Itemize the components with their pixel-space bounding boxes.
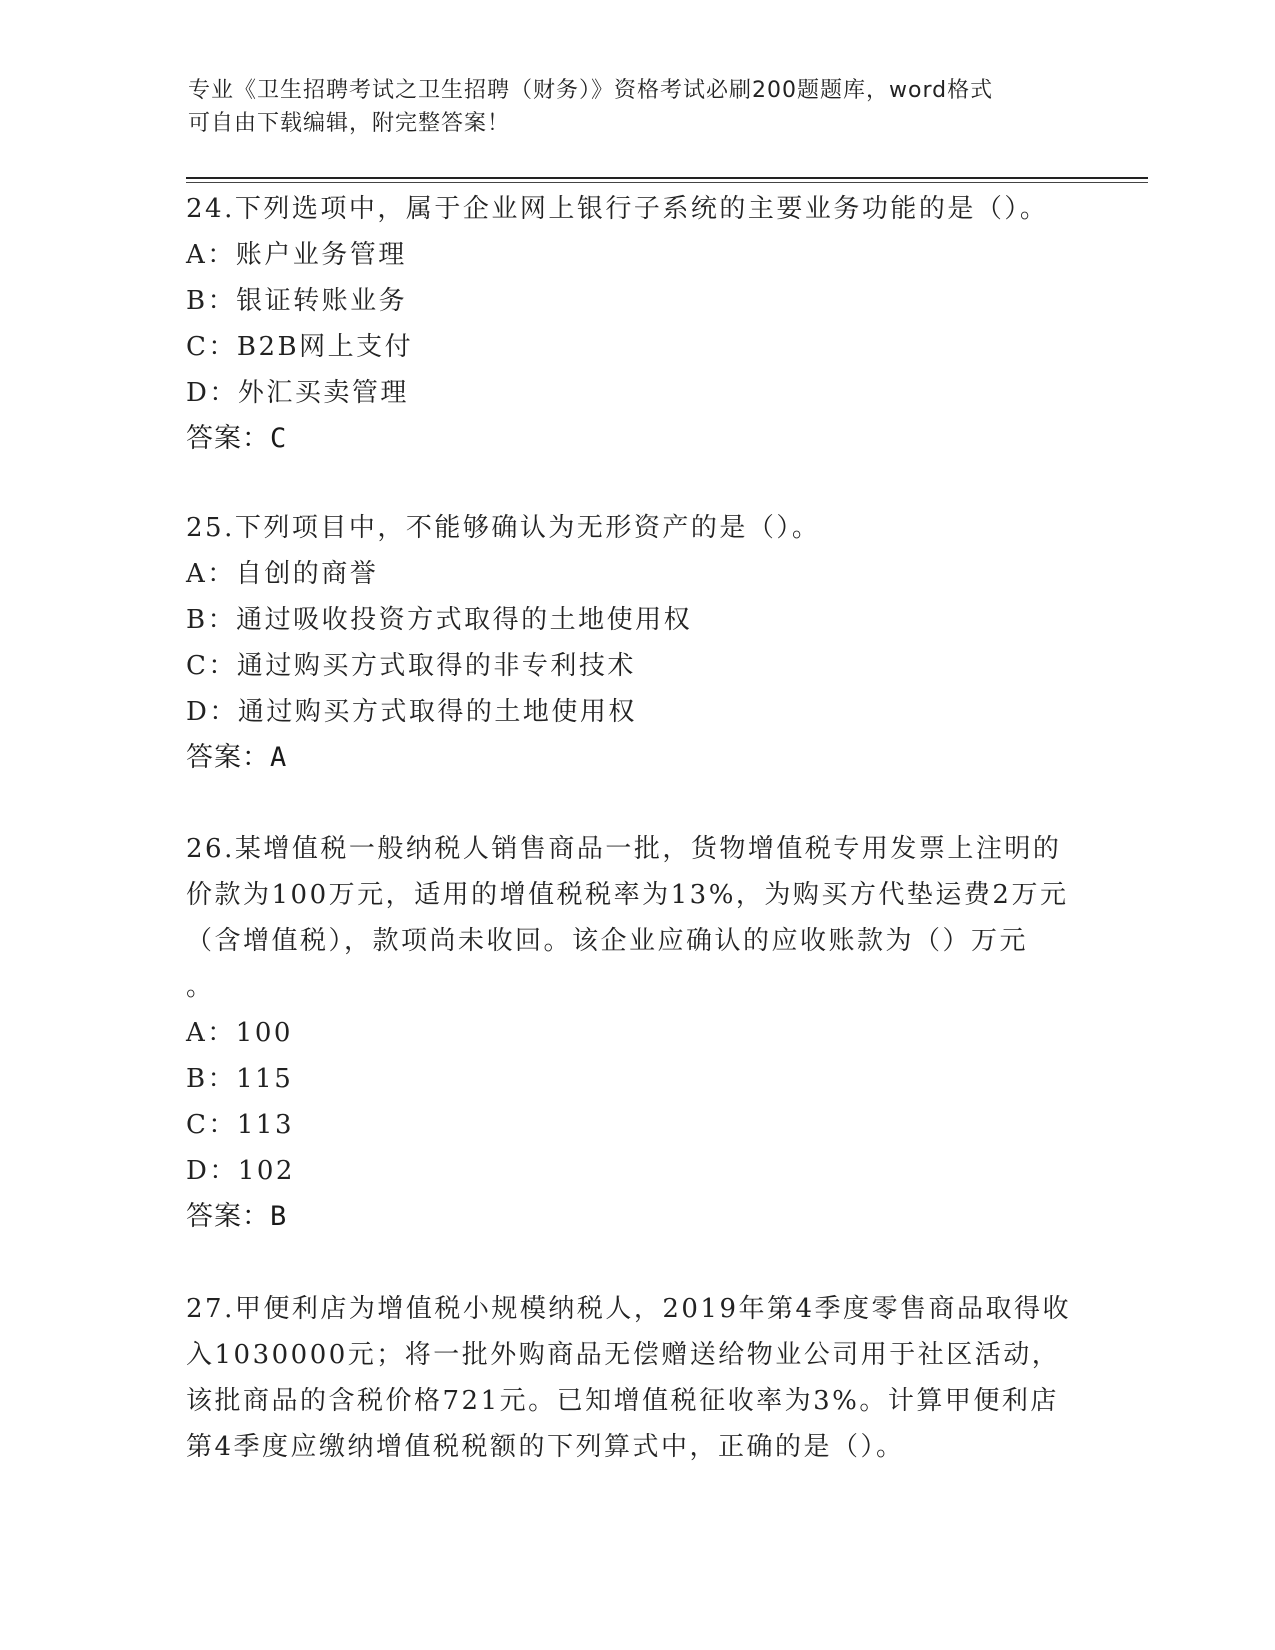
question-stem-line-1: 26.某增值税一般纳税人销售商品一批，货物增值税专用发票上注明的 [186,834,1062,864]
question-stem-line-3: 该批商品的含税价格721元。已知增值税征收率为3%。计算甲便利店 [186,1386,1059,1416]
answer-value: A [270,742,288,773]
option-d: D：通过购买方式取得的土地使用权 [186,697,637,727]
option-b: B：通过吸收投资方式取得的土地使用权 [186,605,693,635]
option-d: D：外汇买卖管理 [186,378,409,408]
answer-line [186,1194,1086,1240]
answer-value: B [270,1201,288,1232]
answer-line [186,416,1086,462]
document-header [188,74,1068,140]
answer-label: 答案： [186,1201,270,1232]
answer-label: 答案： [186,423,270,454]
header-title-line-2: 可自由下载编辑，附完整答案！ [188,111,511,136]
option-c: C：通过购买方式取得的非专利技术 [186,651,636,681]
header-divider-thin [186,182,1148,183]
question-stem-line-2: 价款为100万元，适用的增值税税率为13%，为购买方代垫运费2万元 [186,880,1069,910]
question-24 [186,186,1086,462]
question-26 [186,826,1086,1240]
question-stem-line-2: 入1030000元；将一批外购商品无偿赠送给物业公司用于社区活动， [186,1340,1061,1370]
option-a: A：账户业务管理 [186,240,407,270]
option-c: C：113 [186,1110,295,1140]
question-stem: 25.下列项目中，不能够确认为无形资产的是（）。 [186,513,821,543]
header-title-line-1: 专业《卫生招聘考试之卫生招聘（财务）》资格考试必刷200题题库，word格式 [188,78,994,103]
option-b: B：115 [186,1064,294,1094]
question-stem-line-4: 第4季度应缴纳增值税税额的下列算式中，正确的是（）。 [186,1432,905,1462]
option-a: A：100 [186,1018,293,1048]
option-b: B：银证转账业务 [186,286,408,316]
answer-line [186,735,1086,781]
option-a: A：自创的商誉 [186,559,379,589]
question-stem: 24.下列选项中，属于企业网上银行子系统的主要业务功能的是（）。 [186,194,1049,224]
option-c: C：B2B网上支付 [186,332,414,362]
question-stem-line-3: （含增值税），款项尚未收回。该企业应确认的应收账款为（）万元 [186,926,1029,956]
answer-value: C [270,423,288,454]
header-divider-thick [186,177,1148,179]
question-stem-line-4: 。 [186,972,215,1002]
question-25 [186,505,1086,781]
answer-label: 答案： [186,742,270,773]
question-27 [186,1286,1086,1470]
question-stem-line-1: 27.甲便利店为增值税小规模纳税人，2019年第4季度零售商品取得收 [186,1294,1072,1324]
option-d: D：102 [186,1156,295,1186]
